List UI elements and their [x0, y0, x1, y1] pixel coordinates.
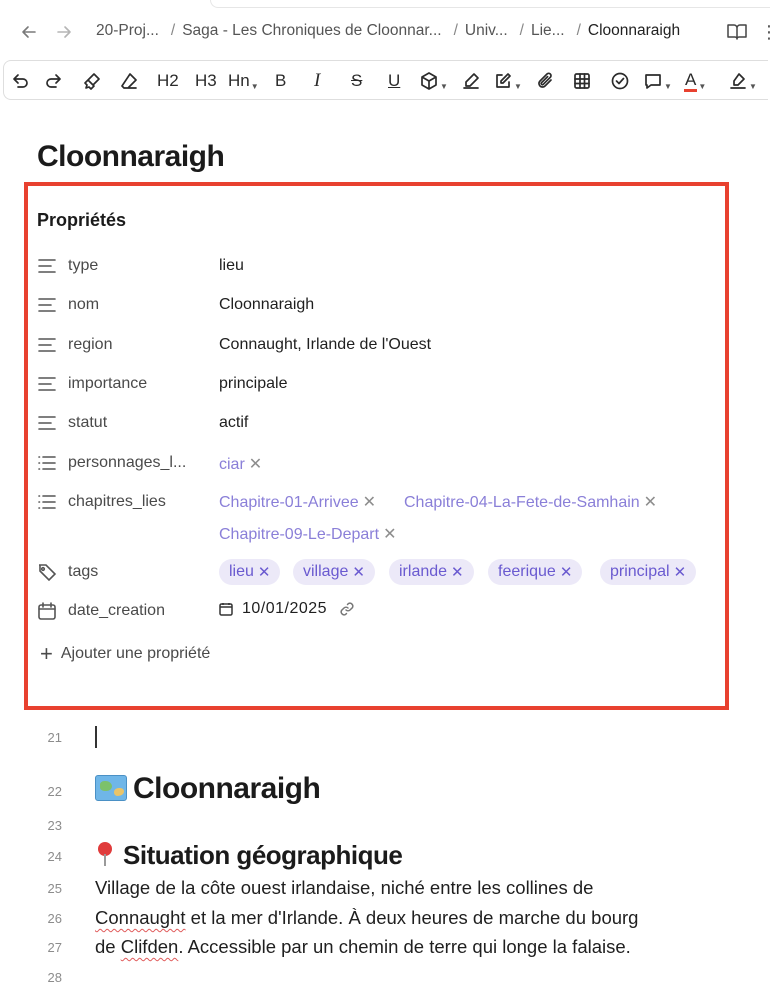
chevron-down-icon: ▼	[664, 82, 672, 91]
attachment-icon[interactable]	[536, 69, 556, 93]
text-lines-icon	[37, 296, 57, 314]
property-row-statut[interactable]	[37, 409, 717, 437]
property-value[interactable]: actif	[219, 414, 249, 431]
checkbox-icon[interactable]	[610, 69, 630, 93]
highlight-color-icon[interactable]	[728, 69, 757, 93]
paragraph-text: . Accessible par un chemin de terre qui longe la falaise.	[178, 936, 631, 957]
heading-1-text: Cloonnaraigh	[133, 772, 321, 805]
remove-x-icon[interactable]: ✕	[248, 456, 263, 473]
spelling-error-word[interactable]: Connaught	[95, 907, 186, 928]
undo-icon[interactable]	[10, 69, 30, 93]
link-chain-icon[interactable]	[339, 601, 355, 617]
calendar-icon	[37, 602, 57, 620]
line-number: 28	[47, 970, 62, 985]
strikethrough-label: S	[351, 71, 363, 90]
date-field[interactable]	[219, 600, 355, 618]
remove-x-icon[interactable]: ✕	[383, 526, 397, 543]
text-color-label: A	[684, 71, 697, 92]
forward-arrow-icon[interactable]	[52, 20, 76, 44]
chevron-down-icon: ▼	[250, 82, 259, 91]
eraser-icon[interactable]	[119, 69, 139, 93]
internal-link-pill[interactable]	[219, 492, 376, 512]
spelling-error-word[interactable]: Clifden	[120, 936, 179, 957]
tag-pill[interactable]	[389, 559, 474, 585]
link-label[interactable]: ciar	[219, 456, 245, 473]
link-label[interactable]: Chapitre-01-Arrivee	[219, 494, 359, 511]
line-number: 25	[47, 881, 62, 896]
tab-edge	[210, 0, 770, 8]
more-options-icon[interactable]: ⋮	[760, 22, 778, 42]
breadcrumb-separator: /	[170, 22, 176, 39]
remove-x-icon[interactable]: ✕	[643, 494, 658, 511]
editor-toolbar	[0, 60, 768, 102]
chevron-down-icon: ▼	[749, 82, 757, 91]
page-title: Cloonnaraigh	[37, 140, 225, 173]
toolbar-frame	[3, 60, 768, 100]
tag-label: principal	[610, 563, 670, 580]
list-icon	[37, 454, 57, 472]
heading-n-button[interactable]	[228, 69, 259, 93]
back-arrow-icon[interactable]	[17, 20, 41, 44]
add-property-label: Ajouter une propriété	[60, 645, 211, 662]
remove-x-icon[interactable]: ✕	[673, 564, 687, 581]
breadcrumb-separator: /	[519, 22, 524, 39]
property-row-personnages[interactable]	[37, 449, 717, 477]
comment-icon[interactable]	[643, 69, 672, 93]
highlighter-icon[interactable]	[461, 69, 481, 93]
heading-2[interactable]	[95, 840, 402, 871]
text-color-button[interactable]	[684, 69, 706, 93]
tag-pill[interactable]	[600, 559, 696, 585]
properties-heading: Propriétés	[37, 210, 127, 230]
property-key[interactable]: region	[68, 336, 113, 353]
remove-x-icon[interactable]: ✕	[559, 564, 573, 581]
property-key[interactable]: nom	[68, 296, 100, 313]
breadcrumb-separator: /	[453, 22, 458, 39]
strikethrough-button[interactable]	[351, 69, 362, 93]
property-value[interactable]: Cloonnaraigh	[219, 296, 315, 313]
tag-label: feerique	[498, 563, 556, 580]
line-number: 27	[47, 940, 62, 955]
breadcrumb-item-lieux[interactable]: Lie...	[530, 22, 565, 39]
property-row-importance[interactable]	[37, 370, 717, 398]
remove-x-icon[interactable]: ✕	[451, 564, 464, 581]
breadcrumb-item-saga[interactable]: Saga - Les Chroniques de Cloonnar...	[182, 22, 442, 39]
chevron-down-icon: ▼	[698, 82, 707, 91]
tag-pill[interactable]	[488, 559, 582, 585]
property-key[interactable]: tags	[68, 563, 99, 580]
remove-x-icon[interactable]: ✕	[257, 564, 271, 581]
heading-2-text: Situation géographique	[123, 840, 403, 870]
text-lines-icon	[37, 414, 57, 432]
line-number: 23	[47, 818, 62, 833]
text-lines-icon	[37, 336, 57, 354]
tag-pill[interactable]	[293, 559, 375, 585]
property-value[interactable]: Connaught, Irlande de l'Ouest	[219, 336, 432, 353]
remove-x-icon[interactable]: ✕	[362, 494, 377, 511]
underline-button[interactable]	[388, 69, 400, 93]
breadcrumb-separator: /	[576, 22, 581, 39]
paragraph-line[interactable]	[95, 907, 638, 929]
bold-label: B	[275, 71, 287, 90]
property-value[interactable]: principale	[219, 375, 288, 392]
internal-link-pill[interactable]	[219, 524, 396, 544]
bold-button[interactable]	[275, 69, 286, 93]
heading-2-button[interactable]	[157, 69, 179, 93]
internal-link-pill[interactable]	[219, 454, 262, 474]
link-label[interactable]: Chapitre-09-Le-Depart	[219, 526, 380, 543]
tag-icon	[37, 563, 57, 581]
world-map-icon	[95, 775, 127, 801]
property-row-chapitres[interactable]	[37, 488, 717, 548]
breadcrumb-item-projects[interactable]: 20-Proj...	[96, 22, 159, 39]
property-key[interactable]: personnages_l...	[68, 454, 187, 471]
edit-icon[interactable]	[493, 69, 522, 93]
tag-pill[interactable]	[219, 559, 280, 585]
pin-icon	[95, 840, 117, 868]
text-lines-icon	[37, 257, 57, 275]
table-icon[interactable]	[572, 69, 592, 93]
italic-label: I	[314, 70, 321, 91]
breadcrumb-item-univers[interactable]: Univ...	[464, 22, 508, 39]
property-key[interactable]: importance	[68, 375, 148, 392]
heading-3-label: H3	[195, 71, 217, 90]
tag-label: village	[303, 563, 349, 580]
paint-brush-icon[interactable]	[82, 69, 102, 93]
property-key[interactable]: statut	[68, 414, 108, 431]
add-property-button[interactable]	[40, 641, 211, 666]
property-row-nom[interactable]	[37, 291, 717, 319]
heading-3-button[interactable]	[195, 69, 217, 93]
heading-2-label: H2	[157, 71, 179, 90]
property-key[interactable]: chapitres_lies	[68, 493, 166, 510]
property-row-tags[interactable]	[37, 558, 717, 586]
list-icon	[37, 493, 57, 511]
cube-icon[interactable]	[419, 69, 448, 93]
paragraph-text: de	[95, 936, 121, 957]
reading-view-icon[interactable]	[726, 22, 748, 42]
breadcrumb-bar	[0, 0, 778, 64]
line-number: 22	[47, 784, 62, 799]
link-label[interactable]: Chapitre-04-La-Fete-de-Samhain	[404, 494, 640, 511]
property-row-region[interactable]	[37, 331, 717, 359]
property-row-type[interactable]	[37, 252, 717, 280]
property-key[interactable]: type	[68, 257, 99, 274]
chevron-down-icon: ▼	[514, 82, 522, 91]
internal-link-pill[interactable]	[404, 492, 657, 512]
property-value[interactable]: lieu	[219, 257, 244, 274]
paragraph-line[interactable]: Village de la côte ouest irlandaise, niché entre les collines de	[95, 877, 594, 898]
line-number: 24	[47, 849, 62, 864]
property-row-date-creation[interactable]	[37, 597, 717, 625]
breadcrumb	[96, 22, 680, 40]
underline-label: U	[388, 71, 401, 90]
remove-x-icon[interactable]: ✕	[352, 564, 365, 581]
calendar-small-icon	[219, 602, 233, 616]
tag-label: irlande	[399, 563, 448, 580]
plus-icon: +	[40, 641, 53, 666]
tag-label: lieu	[229, 563, 254, 580]
line-number: 26	[47, 911, 62, 926]
text-lines-icon	[37, 375, 57, 393]
text-cursor	[95, 726, 97, 748]
italic-button[interactable]	[314, 69, 320, 93]
property-key[interactable]: date_creation	[68, 602, 165, 619]
paragraph-line[interactable]	[95, 936, 631, 958]
breadcrumb-item-current[interactable]: Cloonnaraigh	[587, 22, 681, 39]
chevron-down-icon: ▼	[440, 82, 448, 91]
heading-1[interactable]	[95, 772, 320, 806]
paragraph-text: et la mer d'Irlande. À deux heures de marche du bourg	[185, 907, 639, 928]
heading-n-label: Hn	[228, 71, 250, 90]
date-value[interactable]: 10/01/2025	[242, 600, 328, 617]
redo-icon[interactable]	[44, 69, 64, 93]
line-number: 21	[47, 730, 62, 745]
